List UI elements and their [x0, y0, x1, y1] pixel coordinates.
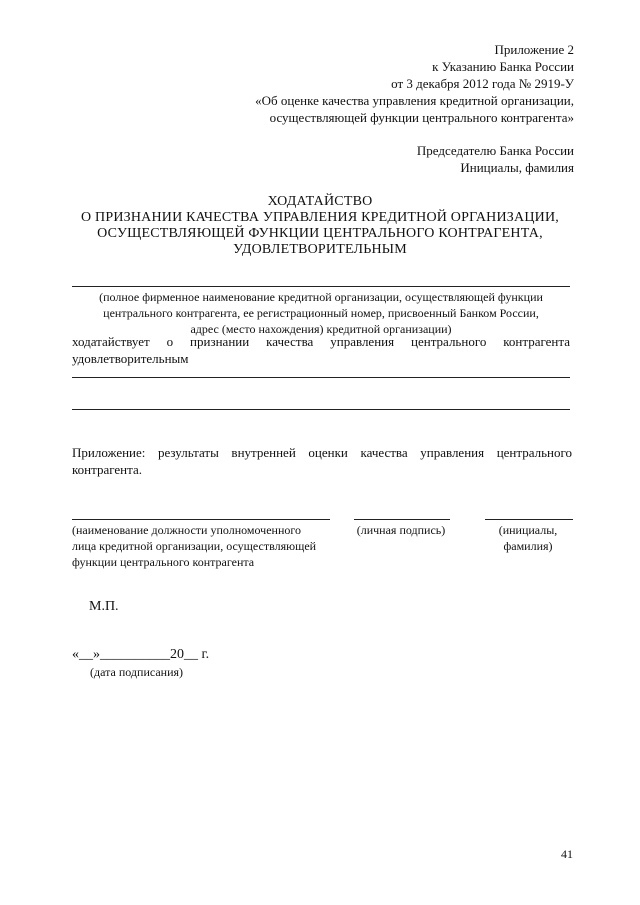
- title-line: УДОВЛЕТВОРИТЕЛЬНЫМ: [233, 242, 407, 257]
- attachment-line-1: Приложение: результаты внутренней оценки качества управления центрального: [72, 445, 572, 460]
- date-field: «__»__________20__ г.: [72, 647, 210, 662]
- org-caption: [66, 289, 576, 337]
- initials-caption-line: (инициалы,: [498, 523, 558, 537]
- org-caption-line: (полное фирменное наименование кредитной организации, осуществляющей функции: [99, 290, 543, 304]
- header-line: осуществляющей функции центрального контрагента»: [269, 110, 574, 125]
- header-line: «Об оценке качества управления кредитной организации,: [255, 93, 574, 108]
- initials-caption: [478, 522, 578, 554]
- org-fill-line: [72, 286, 570, 287]
- position-caption-line: функции центрального контрагента: [72, 555, 255, 569]
- stamp-label: М.П.: [89, 599, 119, 614]
- header-line: Приложение 2: [494, 42, 574, 57]
- blank-fill-line: [72, 409, 570, 410]
- petition-line-2: удовлетворительным: [72, 351, 189, 366]
- header-line: от 3 декабря 2012 года № 2919-У: [391, 76, 574, 91]
- date-caption: (дата подписания): [90, 665, 184, 679]
- signature-caption: (личная подпись): [356, 523, 446, 537]
- blank-fill-line: [72, 377, 570, 378]
- page-number: 41: [561, 847, 573, 861]
- title-line: О ПРИЗНАНИИ КАЧЕСТВА УПРАВЛЕНИЯ КРЕДИТНОЙ ОРГАНИЗАЦИИ,: [81, 210, 559, 225]
- document-title: [60, 194, 580, 258]
- header-line: к Указанию Банка России: [432, 59, 574, 74]
- addressee-line: Председателю Банка России: [416, 143, 574, 158]
- header-block: [154, 41, 574, 126]
- initials-signature-line: [485, 519, 573, 520]
- org-caption-line: центрального контрагента, ее регистрационный номер, присвоенный Банком России,: [103, 306, 539, 320]
- petition-line-1: ходатайствует о признании качества управления центрального контрагента: [72, 334, 570, 349]
- position-caption-line: лица кредитной организации, осуществляющей: [72, 539, 317, 553]
- attachment-line-2: контрагента.: [72, 462, 142, 477]
- title-line: ХОДАТАЙСТВО: [267, 194, 373, 209]
- title-line: ОСУЩЕСТВЛЯЮЩЕЙ ФУНКЦИИ ЦЕНТРАЛЬНОГО КОНТРАГЕНТА,: [97, 226, 543, 241]
- addressee-block: [274, 142, 574, 176]
- position-caption: [72, 522, 362, 570]
- personal-signature-line: [354, 519, 450, 520]
- initials-caption-line: фамилия): [503, 539, 553, 553]
- position-caption-line: (наименование должности уполномоченного: [72, 523, 302, 537]
- position-signature-line: [72, 519, 330, 520]
- addressee-line: Инициалы, фамилия: [460, 160, 574, 175]
- org-caption-line: адрес (место нахождения) кредитной организации): [190, 322, 452, 336]
